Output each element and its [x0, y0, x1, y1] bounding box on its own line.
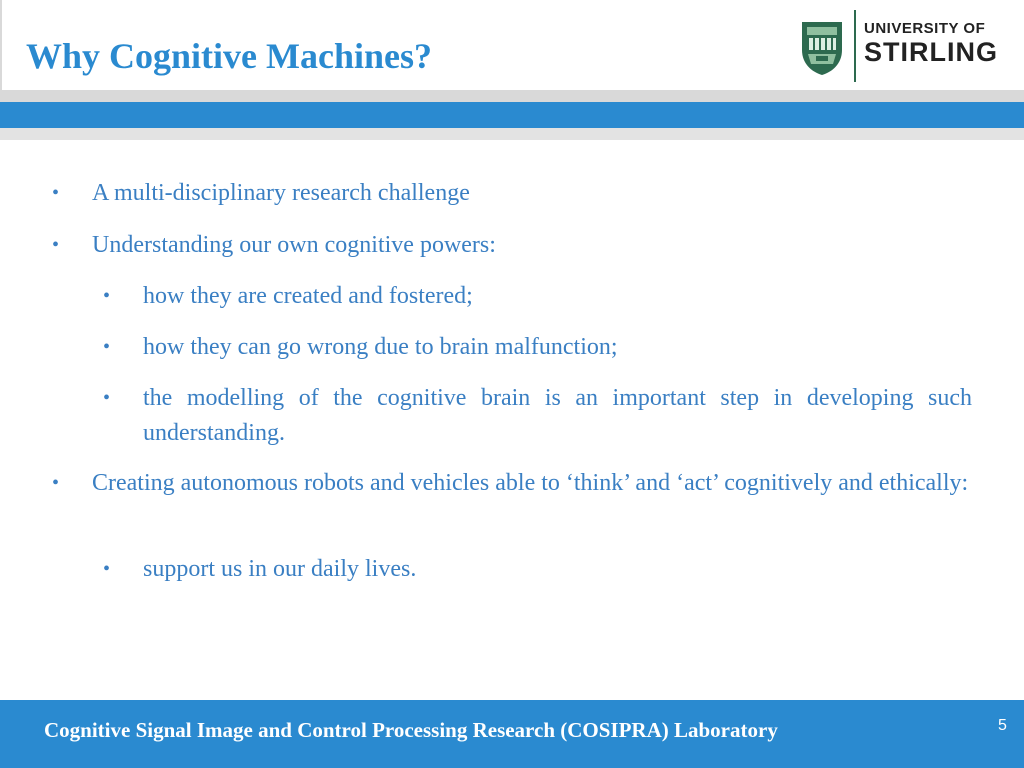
bullet-text: Understanding our own cognitive powers: [92, 232, 496, 258]
sub-bullet-marker: • [103, 558, 111, 580]
sub-bullet-item-4 [103, 552, 972, 587]
header-band-grey-bottom [0, 128, 1024, 140]
footer-lab-name: Cognitive Signal Image and Control Processing Research (COSIPRA) Laboratory [44, 718, 778, 742]
sub-bullet-text: the modelling of the cognitive brain is an important step in developing such understanding. [143, 385, 972, 446]
page-number: 5 [998, 717, 1007, 734]
slide-header [0, 0, 1024, 90]
logo-university-of: UNIVERSITY OF [864, 20, 986, 37]
university-logo [800, 8, 1010, 84]
sub-bullet-text: support us in our daily lives. [143, 556, 417, 582]
logo-divider [854, 10, 856, 82]
sub-bullet-item-3 [103, 381, 972, 451]
sub-bullet-text: how they are created and fostered; [143, 283, 473, 309]
sub-bullet-marker: • [103, 336, 111, 358]
bullet-item-2 [52, 228, 972, 263]
sub-bullet-marker: • [103, 285, 111, 307]
bullet-item-3 [52, 466, 972, 501]
bullet-text: Creating autonomous robots and vehicles able to ‘think’ and ‘act’ cognitively and ethically: [92, 470, 969, 496]
slide-footer [0, 700, 1024, 768]
bullet-marker: • [52, 182, 60, 204]
slide-title: Why Cognitive Machines? [26, 36, 433, 76]
sub-bullet-marker: • [103, 387, 111, 409]
sub-bullet-item-2 [103, 330, 972, 365]
header-band-blue [0, 102, 1024, 128]
logo-stirling: STIRLING [864, 37, 998, 67]
bullet-text: A multi-disciplinary research challenge [92, 180, 470, 206]
sub-bullet-text: how they can go wrong due to brain malfunction; [143, 334, 618, 360]
bullet-marker: • [52, 234, 60, 256]
header-left-rule [0, 0, 2, 90]
bullet-marker: • [52, 472, 60, 494]
bullet-item-1 [52, 176, 972, 211]
university-crest-icon [800, 20, 844, 76]
header-band-grey-top [0, 90, 1024, 102]
sub-bullet-item-1 [103, 279, 972, 314]
